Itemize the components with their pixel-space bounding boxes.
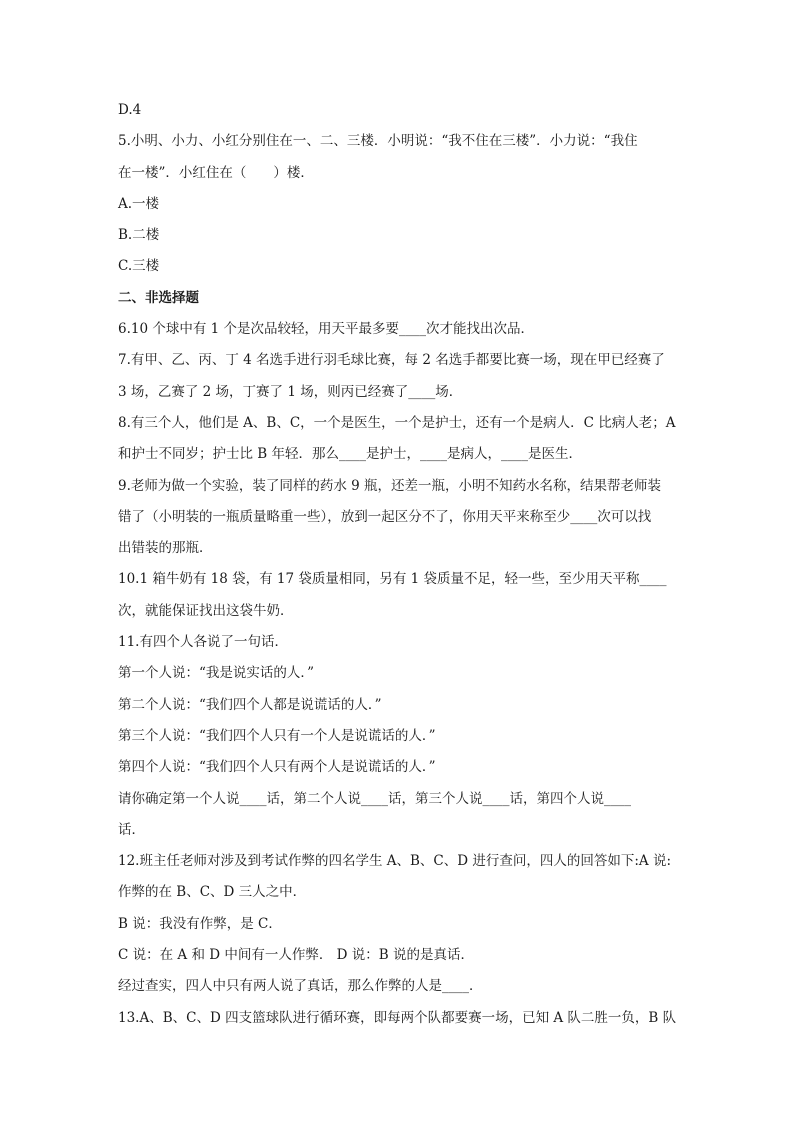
text-line: C.三楼 xyxy=(118,258,160,275)
text-line: 请你确定第一个人说____话，第二个人说____话，第三个人说____话，第四个人说____ xyxy=(118,790,631,807)
text-line: 话． xyxy=(118,821,145,838)
text-line: 10.1 箱牛奶有 18 袋，有 17 袋质量相同，另有 1 袋质量不足，轻一些，至少用天平称____ xyxy=(118,571,667,588)
text-line: 经过查实，四人中只有两人说了真话，那么作弊的人是____． xyxy=(118,978,483,995)
text-line: 7.有甲、乙、丙、丁 4 名选手进行羽毛球比赛，每 2 名选手都要比赛一场，现在甲已经赛了 xyxy=(118,352,665,369)
text-line: 作弊的在 B、C、D 三人之中． xyxy=(118,884,307,901)
text-line: 第二个人说：“我们四个人都是说谎话的人．” xyxy=(118,696,382,713)
text-line: C 说：在 A 和 D 中间有一人作弊． D 说：B 说的是真话． xyxy=(118,947,474,964)
document-page xyxy=(118,95,678,1034)
text-line: 8.有三个人，他们是 A、B、C，一个是医生，一个是护士，还有一个是病人．C 比病人老；A xyxy=(118,414,676,431)
text-line: B 说：我没有作弊，是 C． xyxy=(118,915,282,932)
text-line: 第三个人说：“我们四个人只有一个人是说谎话的人．” xyxy=(118,727,436,744)
text-line: 第一个人说：“我是说实话的人．” xyxy=(118,665,315,682)
text-line: D.4 xyxy=(118,102,142,118)
text-line: A.一楼 xyxy=(118,195,160,212)
text-line: 9.老师为做一个实验，装了同样的药水 9 瓶，还差一瓶，小明不知药水名称，结果帮老师装 xyxy=(118,477,662,494)
text-line: B.二楼 xyxy=(118,227,160,244)
section-heading: 二、非选择题 xyxy=(118,289,199,306)
text-line: 5.小明、小力、小红分别住在一、二、三楼．小明说：“我不住在三楼”．小力说：“我住 xyxy=(118,133,638,150)
text-line: 次，就能保证找出这袋牛奶． xyxy=(118,602,294,619)
text-line: 第四个人说：“我们四个人只有两个人是说谎话的人．” xyxy=(118,759,436,776)
text-line: 12.班主任老师对涉及到考试作弊的四名学生 A、B、C、D 进行查问，四人的回答如下:A 说: xyxy=(118,853,672,870)
text-line: 出错装的那瓶． xyxy=(118,540,213,557)
text-line: 6.10 个球中有 1 个是次品较轻，用天平最多要____次才能找出次品． xyxy=(118,321,535,338)
text-line: 13.A、B、C、D 四支篮球队进行循环赛，即每两个队都要赛一场，已知 A 队二胜一负，B 队 xyxy=(118,1009,677,1026)
text-line: 在一楼”．小红住在（ ）楼． xyxy=(118,164,314,181)
text-line: 11.有四个人各说了一句话． xyxy=(118,634,288,651)
text-line: 错了（小明装的一瓶质量略重一些），放到一起区分不了，你用天平来称至少____次可以找 xyxy=(118,508,652,525)
text-line: 3 场，乙赛了 2 场，丁赛了 1 场，则丙已经赛了____场． xyxy=(118,383,463,400)
text-line: 和护士不同岁；护士比 B 年轻．那么____是护士，____是病人，____是医生． xyxy=(118,446,583,463)
